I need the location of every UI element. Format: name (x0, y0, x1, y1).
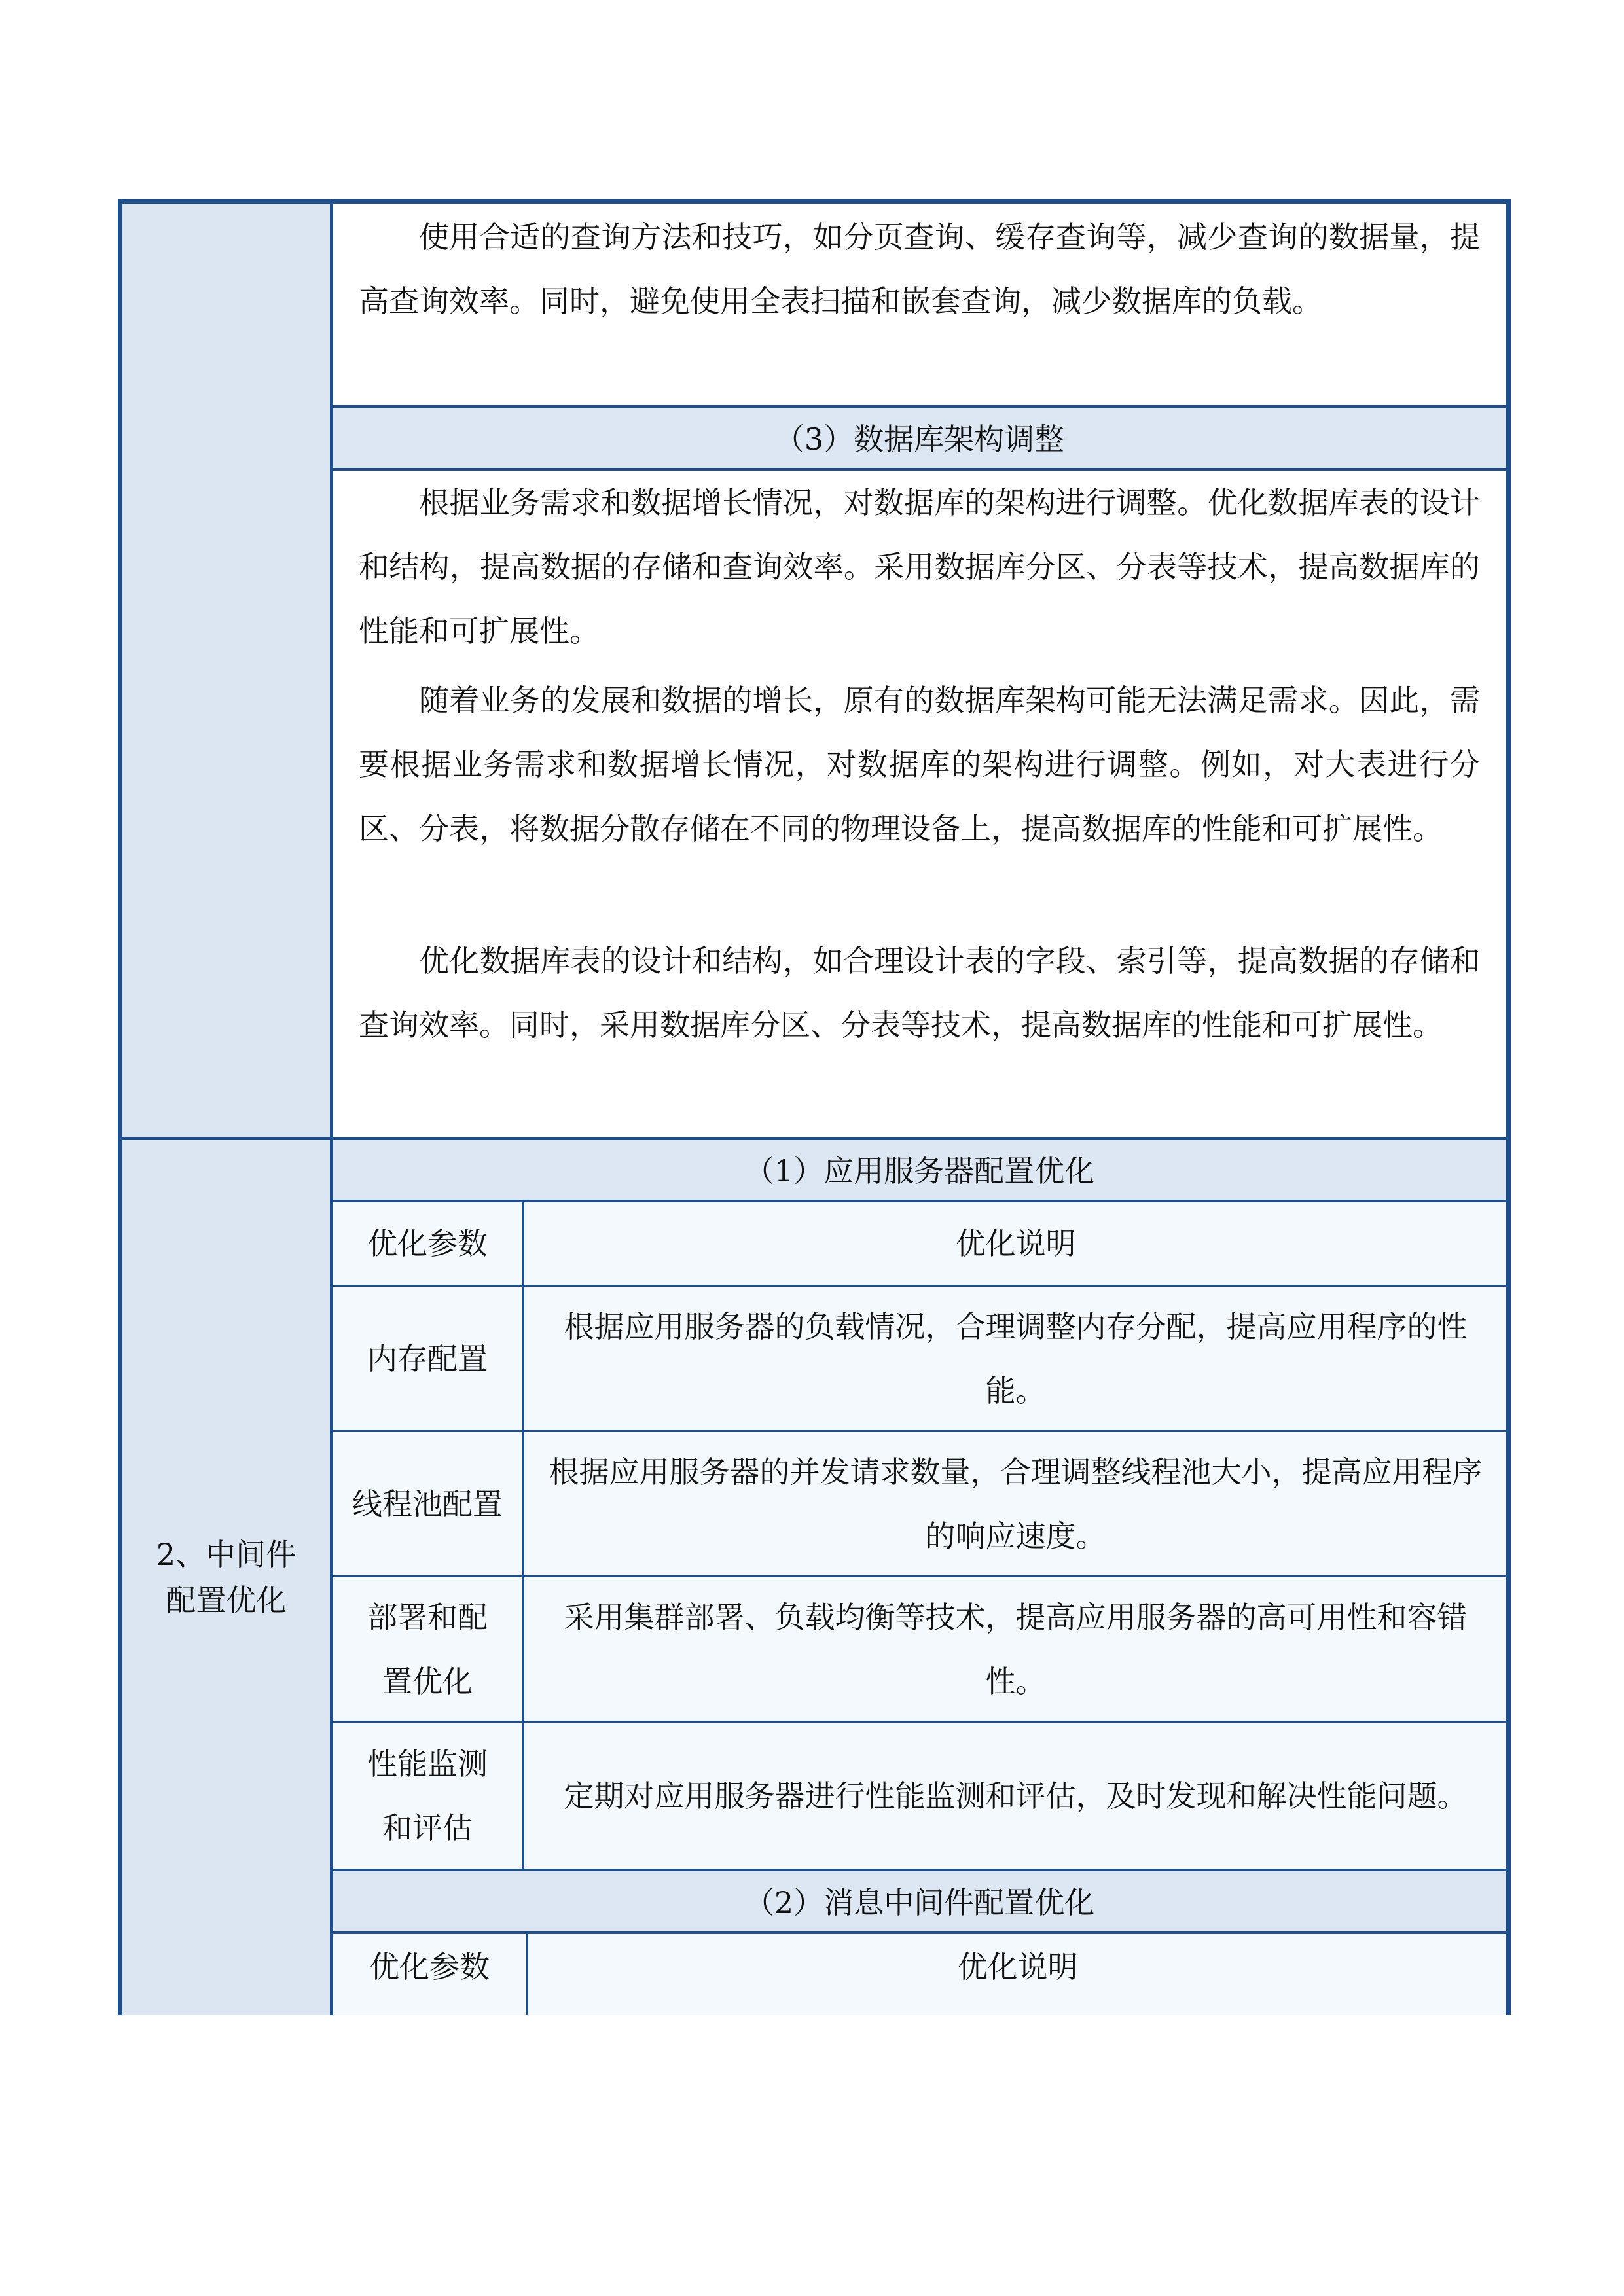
subsection-3-title: （3）数据库架构调整 (333, 408, 1506, 471)
section-2-label-line2: 配置优化 (166, 1583, 287, 1618)
section-1-content (333, 204, 1506, 1137)
band-border (333, 405, 1506, 408)
architecture-paragraph-1: 根据业务需求和数据增长情况，对数据库的架构进行调整。优化数据库表的设计和结构，提高数据的存储和查询效率。采用数据库分区、分表等技术，提高数据库的性能和可扩展性。 (359, 485, 1480, 649)
band-border (333, 468, 1506, 471)
row-1-param: 内存配置 (367, 1341, 488, 1376)
mq-table (333, 1934, 1506, 2015)
document-table (118, 199, 1511, 2015)
section-2-label (122, 1139, 330, 2015)
row-divider (333, 1430, 1506, 1432)
row-3-desc: 采用集群部署、负载均衡等技术，提高应用服务器的高可用性和容错性。 (564, 1600, 1468, 1699)
section-divider (122, 1137, 1506, 1140)
section-2-content (333, 1139, 1506, 2015)
row-divider (333, 1721, 1506, 1723)
mq-table-divider (526, 1934, 528, 2015)
query-method-paragraph: 使用合适的查询方法和技巧，如分页查询、缓存查询等，减少查询的数据量，提高查询效率。同时，避免使用全表扫描和嵌套查询，减少数据库的负载。 (359, 219, 1480, 319)
section-1-label-cell (122, 204, 330, 1137)
header-desc: 优化说明 (955, 1226, 1076, 1261)
row-2-param: 线程池配置 (352, 1486, 503, 1522)
row-3-param: 部署和配置优化 (367, 1600, 488, 1699)
band-border (333, 1869, 1506, 1871)
row-divider (333, 1575, 1506, 1577)
section-2-label-line1: 2、中间件 (156, 1537, 297, 1572)
mq-header-desc: 优化说明 (957, 1949, 1078, 1984)
app-server-table (333, 1202, 1506, 1869)
label-column-border (330, 204, 333, 2015)
row-4-param: 性能监测和评估 (367, 1746, 488, 1846)
subsection-2-title: （2）消息中间件配置优化 (333, 1871, 1506, 1931)
band-border (333, 1931, 1506, 1934)
row-2-desc: 根据应用服务器的并发请求数量，合理调整线程池大小，提高应用程序的响应速度。 (549, 1454, 1483, 1554)
architecture-paragraph-2: 随着业务的发展和数据的增长，原有的数据库架构可能无法满足需求。因此，需要根据业务需求和数据增长情况，对数据库的架构进行调整。例如，对大表进行分区、分表，将数据分散存储在不同的物理设备上，提高数据库的性能和可扩展性。 (359, 683, 1480, 846)
mq-header-param: 优化参数 (369, 1949, 490, 1984)
app-table-divider (522, 1202, 524, 1869)
row-1-desc: 根据应用服务器的负载情况，合理调整内存分配，提高应用程序的性能。 (564, 1309, 1468, 1408)
subsection-1-title: （1）应用服务器配置优化 (333, 1139, 1506, 1200)
header-param: 优化参数 (367, 1226, 488, 1261)
band-border (333, 1200, 1506, 1202)
row-divider (333, 1285, 1506, 1287)
row-4-desc: 定期对应用服务器进行性能监测和评估，及时发现和解决性能问题。 (564, 1778, 1468, 1814)
architecture-paragraph-3: 优化数据库表的设计和结构，如合理设计表的字段、索引等，提高数据的存储和查询效率。同时，采用数据库分区、分表等技术，提高数据库的性能和可扩展性。 (359, 943, 1480, 1043)
